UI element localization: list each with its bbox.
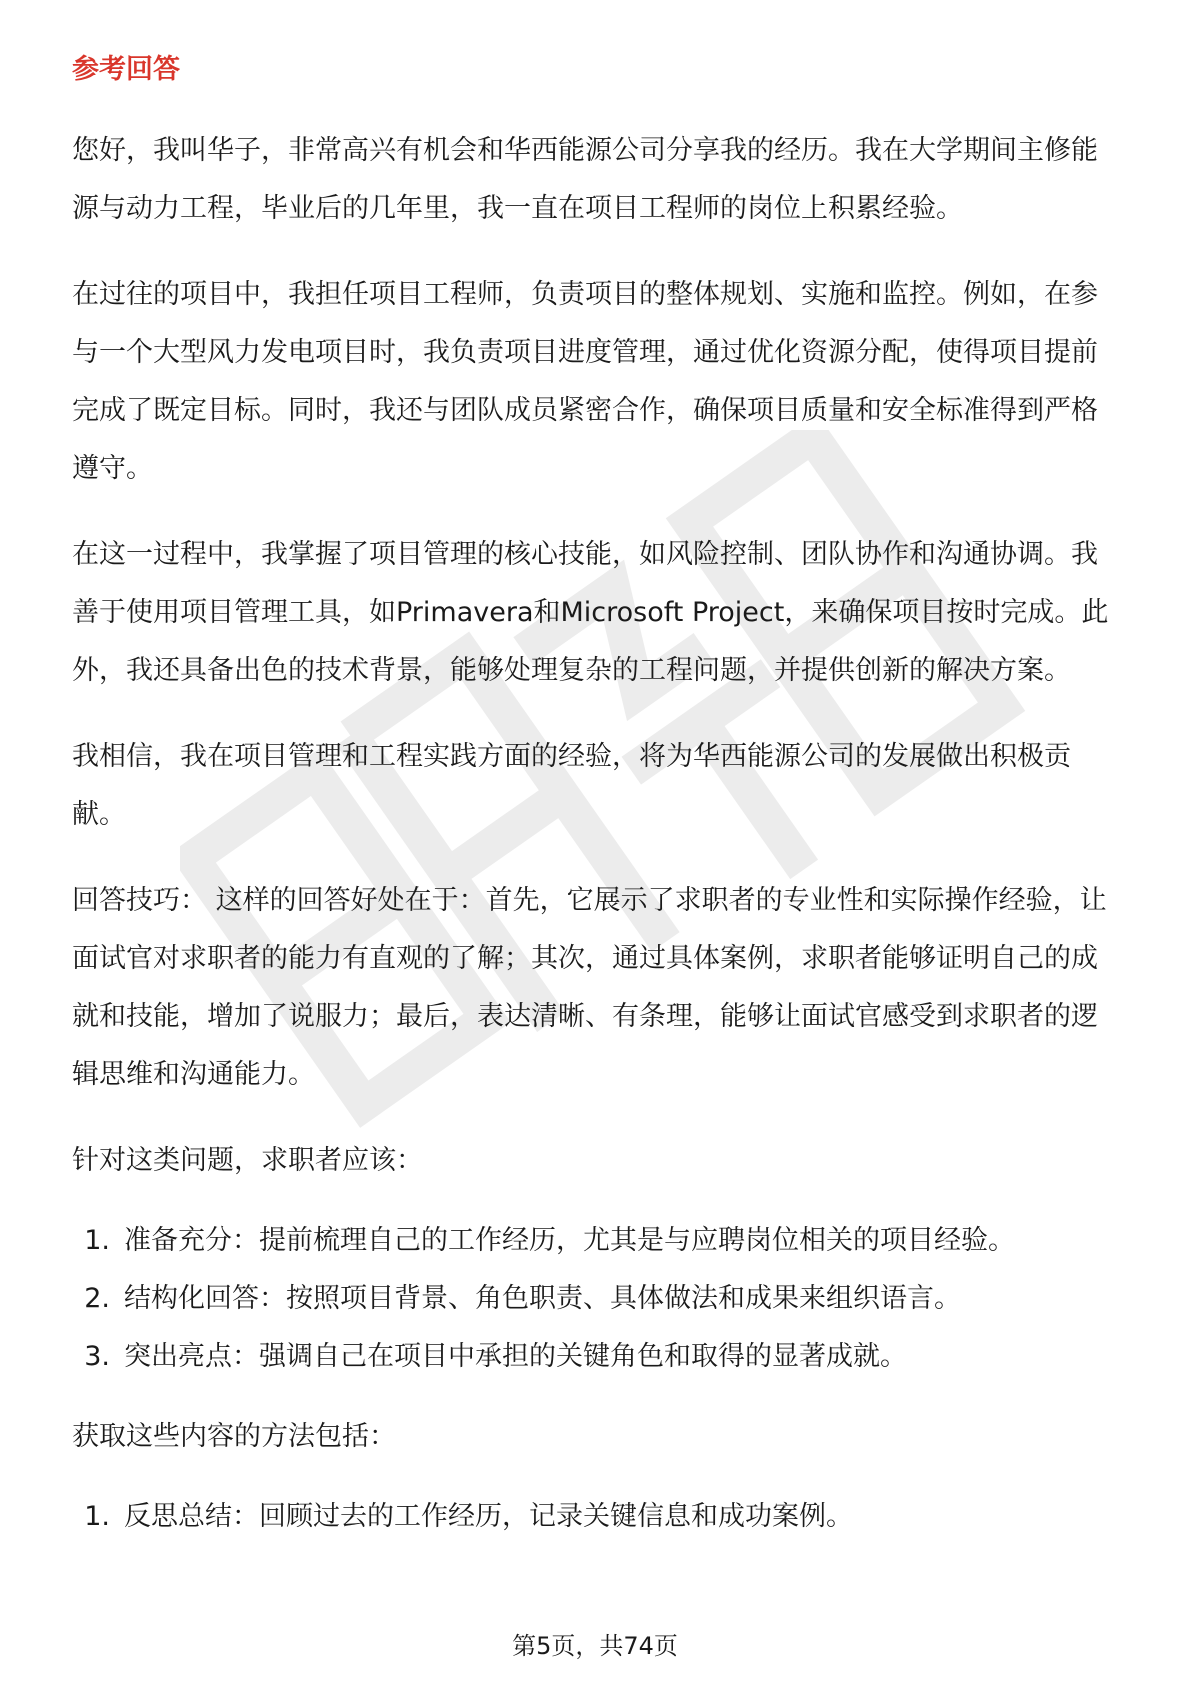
methods-intro: 获取这些内容的方法包括： xyxy=(72,1421,396,1452)
methods-list xyxy=(72,1488,1118,1546)
section-heading: 参考回答 xyxy=(72,54,180,85)
answer-paragraph-1: 您好，我叫华子，非常高兴有机会和华西能源公司分享我的经历。我在大学期间主修能源与动力工程，毕业后的几年里，我一直在项目工程师的岗位上积累经验。 xyxy=(72,135,1098,224)
list-item xyxy=(72,1212,1118,1270)
list-text: 突出亮点：强调自己在项目中承担的关键角色和取得的显著成就。 xyxy=(124,1341,907,1372)
answer-paragraph-4: 我相信，我在项目管理和工程实践方面的经验，将为华西能源公司的发展做出积极贡献。 xyxy=(72,741,1071,830)
answer-paragraph-2: 在过往的项目中，我担任项目工程师，负责项目的整体规划、实施和监控。例如，在参与一个大型风力发电项目时，我负责项目进度管理，通过优化资源分配，使得项目提前完成了既定目标。同时，我还与团队成员紧密合作，确保项目质量和安全标准得到严格遵守。 xyxy=(72,279,1098,484)
list-text: 反思总结：回顾过去的工作经历，记录关键信息和成功案例。 xyxy=(124,1501,853,1532)
list-item xyxy=(72,1488,1118,1546)
document-body xyxy=(72,48,1118,1568)
page-number: 第5页，共74页 xyxy=(512,1632,678,1660)
advice-list xyxy=(72,1212,1118,1386)
advice-intro: 针对这类问题，求职者应该： xyxy=(72,1145,423,1176)
tips-paragraph: 回答技巧： 这样的回答好处在于：首先，它展示了求职者的专业性和实际操作经验，让面试官对求职者的能力有直观的了解；其次，通过具体案例，求职者能够证明自己的成就和技能，增加了说服力；最后，表达清晰、有条理，能够让面试官感受到求职者的逻辑思维和沟通能力。 xyxy=(72,885,1107,1090)
list-item xyxy=(72,1328,1118,1386)
answer-paragraph-3: 在这一过程中，我掌握了项目管理的核心技能，如风险控制、团队协作和沟通协调。我善于使用项目管理工具，如Primavera和Microsoft Project，来确保项目按时完成。此外，我还具备出色的技术背景，能够处理复杂的工程问题，并提供创新的解决方案。 xyxy=(72,539,1109,686)
list-number: 1. xyxy=(84,1501,110,1532)
list-text: 结构化回答：按照项目背景、角色职责、具体做法和成果来组织语言。 xyxy=(124,1283,961,1314)
list-item xyxy=(72,1270,1118,1328)
list-text: 准备充分：提前梳理自己的工作经历，尤其是与应聘岗位相关的项目经验。 xyxy=(124,1225,1015,1256)
list-number: 2. xyxy=(84,1283,110,1314)
list-number: 3. xyxy=(84,1341,110,1372)
list-number: 1. xyxy=(84,1225,110,1256)
